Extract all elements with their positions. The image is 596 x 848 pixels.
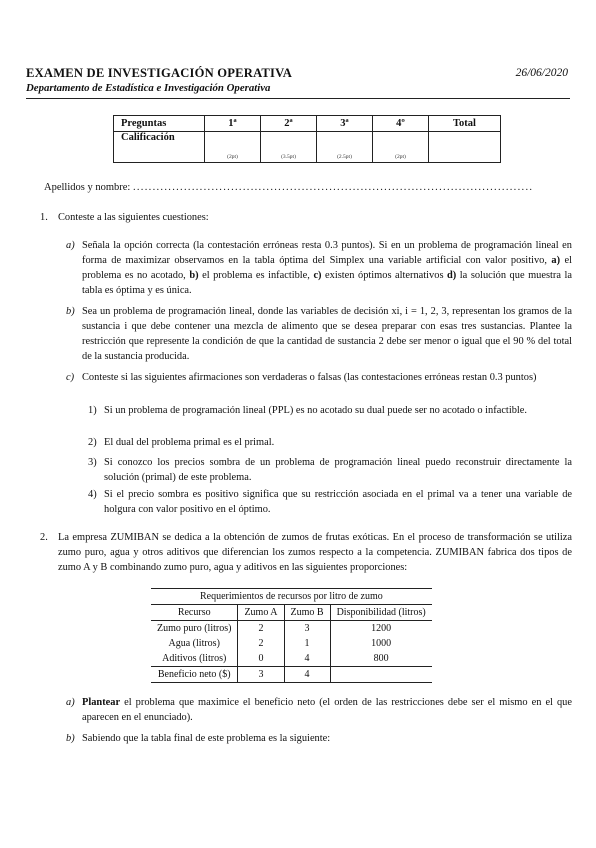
department-name: Departamento de Estadística e Investigación Operativa [26, 82, 271, 94]
table-row: Zumo puro (litros) 2 3 1200 [151, 621, 432, 637]
q2-number: 2. [40, 532, 48, 543]
name-label: Apellidos y nombre: [44, 182, 131, 193]
points-q1: (2pt) [227, 154, 238, 160]
q1b-label: b) [66, 306, 75, 317]
resources-header-zumo-a: Zumo A [238, 605, 284, 621]
grades-row-label: Calificación [114, 132, 205, 163]
table-row: Beneficio neto ($) 3 4 [151, 667, 432, 683]
table-row: Agua (litros) 2 1 1000 [151, 636, 432, 651]
q1-number: 1. [40, 212, 48, 223]
grades-header-total: Total [429, 116, 501, 132]
grades-header-q1: 1ª [205, 116, 261, 132]
q2b-label: b) [66, 733, 75, 744]
grades-table [113, 115, 501, 163]
q1c-item-2-num: 2) [88, 437, 97, 448]
grades-header-preguntas: Preguntas [114, 116, 205, 132]
q1c-item-3-num: 3) [88, 457, 97, 468]
grade-cell-q4[interactable] [373, 132, 429, 163]
table-row: Aditivos (litros) 0 4 800 [151, 651, 432, 667]
grades-header-q3: 3ª [317, 116, 373, 132]
grade-cell-q2[interactable] [261, 132, 317, 163]
q1c-item-1: Si un problema de programación lineal (PPL) es no acotado su dual puede ser no acotado o infactible. [104, 405, 528, 416]
header-rule [26, 98, 570, 99]
q1b-text: Sea un problema de programación lineal, donde las variables de decisión xi, i = 1, 2, 3, representan los gramos de la sustancia i que debe contener una mezcla de alimento que se desea preparar con esas tres sustancias. Plantee la restricción que represente la condición de que la cantidad de sustancia 2 debe ser menor o igual que el 90 % del total de la sustancia producida. [82, 306, 572, 362]
grades-header-q2: 2ª [261, 116, 317, 132]
resources-header-recurso: Recurso [151, 605, 238, 621]
name-line[interactable] [44, 182, 570, 193]
q1a-text: Señala la opción correcta (la contestación erróneas resta 0.3 puntos). Si en un problema de programación lineal en forma de maximizar observamos en la tabla óptima del Simplex una variable artificial con valor positivo, a) el problema es no acotado, b) el problema es infactible, c) existen óptimos alternativos d) la solución que muestra la tabla es óptima y es única. [82, 240, 573, 296]
q1a-label: a) [66, 240, 75, 251]
q2a-label: a) [66, 697, 75, 708]
points-q4: (2pt) [395, 154, 406, 160]
grades-header-q4: 4º [373, 116, 429, 132]
q1c-item-2: El dual del problema primal es el primal. [104, 437, 275, 448]
exam-title: EXAMEN DE INVESTIGACIÓN OPERATIVA [26, 66, 293, 80]
q2b-text: Sabiendo que la tabla final de este problema es la siguiente: [82, 733, 331, 744]
grade-cell-total[interactable] [429, 132, 501, 163]
name-dots: ...................................................................................................... [132, 182, 534, 193]
resources-header-disponibilidad: Disponibilidad (litros) [330, 605, 432, 621]
q1c-item-3: Si conozco los precios sombra de un problema de programación lineal puedo reconstruir directamente la solución (primal) de este problema. [104, 457, 572, 483]
grade-cell-q3[interactable] [317, 132, 373, 163]
q1c-item-4: Si el precio sombra es positivo significa que su restricción asociada en el primal va a tener una variable de holgura con valor positivo en el óptimo. [104, 489, 572, 515]
points-q3: (2.5pt) [337, 154, 352, 160]
exam-date: 26/06/2020 [515, 67, 568, 79]
q2-text: La empresa ZUMIBAN se dedica a la obtención de zumos de frutas exóticas. En el proceso de transformación se utiliza zumo puro, agua y otros aditivos que diferencian los zumos respecto a la competencia. ZUMIBAN fabrica dos tipos de zumo A y B combinando zumo puro, agua y aditivos en las siguientes proporciones: [58, 532, 572, 573]
q2a-text: Plantear el problema que maximice el beneficio neto (el orden de las restricciones debe ser el mismo en el que aparecen en el enunciado). [82, 697, 572, 723]
q1c-item-4-num: 4) [88, 489, 97, 500]
resources-table [151, 588, 432, 683]
points-q2: (3.5pt) [281, 154, 296, 160]
grade-cell-q1[interactable] [205, 132, 261, 163]
resources-header-zumo-b: Zumo B [284, 605, 330, 621]
q1c-label: c) [66, 372, 75, 383]
q1c-text: Conteste si las siguientes afirmaciones son verdaderas o falsas (las contestaciones erróneas restan 0.3 puntos) [82, 372, 537, 383]
resources-caption: Requerimientos de recursos por litro de zumo [151, 589, 432, 605]
q1-intro: Conteste a las siguientes cuestiones: [58, 212, 209, 223]
q1c-item-1-num: 1) [88, 405, 97, 416]
